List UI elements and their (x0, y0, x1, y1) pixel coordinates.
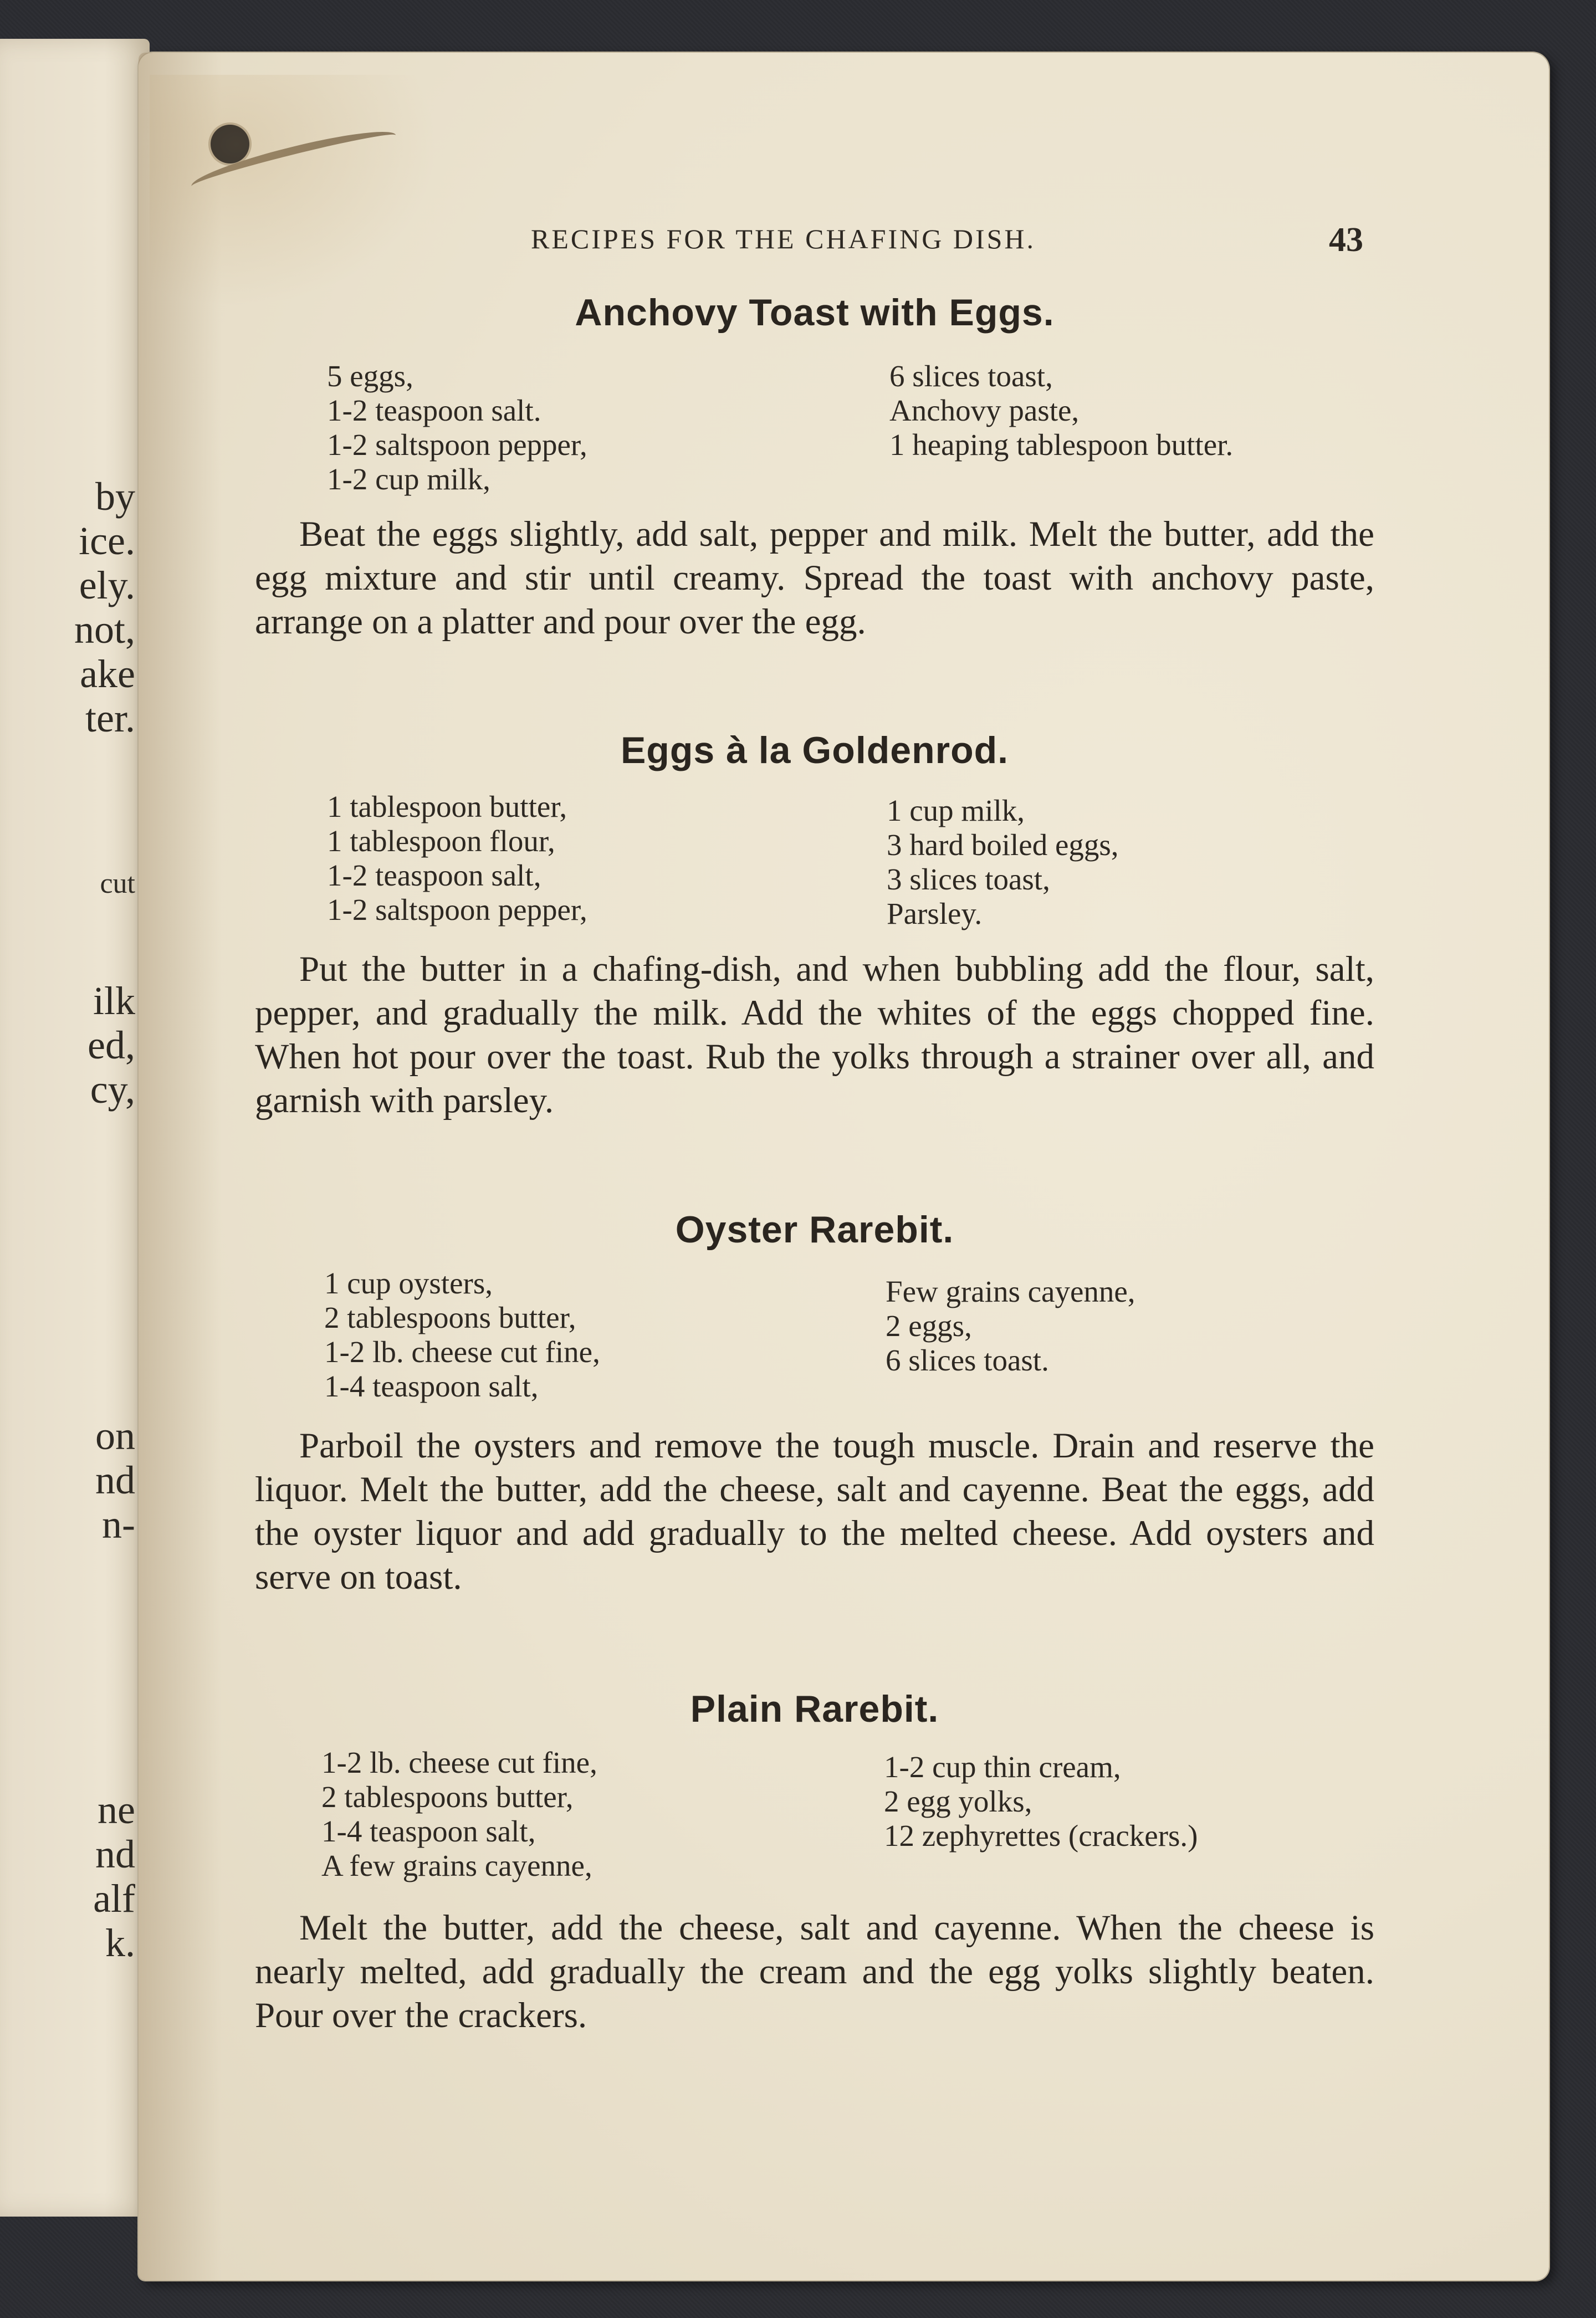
left-page-fragment: alf (93, 1876, 135, 1921)
ingredient: Parsley. (887, 897, 983, 930)
ingredient: 1-2 lb. cheese cut fine, (321, 1746, 597, 1779)
left-page-edge (0, 39, 150, 2217)
ingredient: 6 slices toast, (889, 359, 1053, 393)
ingredients-left (327, 790, 587, 927)
ingredient: 1-2 teaspoon salt. (327, 393, 541, 427)
left-page-fragment: cy, (90, 1067, 135, 1112)
left-page-fragment: k. (105, 1921, 135, 1965)
ingredient: 2 tablespoons butter, (321, 1780, 574, 1814)
ingredient: 1 tablespoon butter, (327, 790, 567, 823)
page-number: 43 (1329, 221, 1363, 259)
ingredient: 1 cup oysters, (324, 1266, 493, 1300)
ingredient: A few grains cayenne, (321, 1849, 592, 1882)
left-page-fragment: ter. (85, 696, 135, 740)
left-page-fragment: not, (74, 607, 135, 652)
ingredients-right (889, 359, 1233, 462)
ingredient: 1-4 teaspoon salt, (321, 1814, 536, 1848)
recipe-method: Beat the eggs slightly, add salt, pepper and milk. Melt the butter, add the egg mixture and stir until creamy. Spread the toast with anchovy paste, arrange on a platter and pour over the egg. (255, 514, 1374, 642)
ingredients-right (884, 1750, 1198, 1853)
ingredient: 1 cup milk, (887, 794, 1025, 827)
ingredients-left (321, 1746, 597, 1883)
left-page-fragment: on (95, 1414, 135, 1458)
ingredient: 1 tablespoon flour, (327, 824, 555, 858)
left-page-fragment: ilk (93, 979, 135, 1023)
ingredients-right (886, 1275, 1135, 1378)
ingredient: Few grains cayenne, (886, 1275, 1135, 1308)
ingredient: Anchovy paste, (889, 393, 1080, 427)
ingredient: 6 slices toast. (886, 1343, 1049, 1377)
ingredient: 1-2 lb. cheese cut fine, (324, 1335, 600, 1369)
binding-string (188, 122, 400, 199)
recipe-title: Oyster Rarebit. (675, 1209, 954, 1251)
running-head: RECIPES FOR THE CHAFING DISH. (531, 223, 1036, 254)
recipe-method: Melt the butter, add the cheese, salt and cayenne. When the cheese is nearly melted, add gradually the cream and the egg yolks slightly beaten. Pour over the crackers. (255, 1908, 1374, 2035)
ingredient: 5 eggs, (327, 359, 413, 393)
ingredient: 2 egg yolks, (884, 1784, 1032, 1818)
recipe-method: Parboil the oysters and remove the tough muscle. Drain and reserve the liquor. Melt the butter, add the cheese, salt and cayenne. Beat the eggs, add the oyster liquor and add gradually to the melted cheese. Add oysters and serve on toast. (255, 1426, 1374, 1597)
ingredient: 1-4 teaspoon salt, (324, 1369, 539, 1403)
left-page-fragment: cut (100, 868, 135, 899)
ingredient: 1-2 teaspoon salt, (327, 858, 541, 892)
ingredient: 1-2 cup thin cream, (884, 1750, 1121, 1784)
left-page-fragment: n- (102, 1502, 135, 1547)
left-page-fragment: by (95, 474, 135, 519)
ingredient: 3 hard boiled eggs, (887, 828, 1119, 862)
binding-hole (211, 125, 249, 163)
left-page-fragment: nd (95, 1832, 135, 1876)
ingredient: 1-2 cup milk, (327, 462, 490, 496)
ingredients-right (887, 794, 1119, 931)
recipe-title: Eggs à la Goldenrod. (620, 729, 1009, 771)
ingredient: 1-2 saltspoon pepper, (327, 428, 587, 462)
ingredient: 2 eggs, (886, 1309, 972, 1343)
left-page-fragment: ice. (79, 519, 135, 563)
ingredients-left (324, 1266, 600, 1404)
recipe-method: Put the butter in a chafing-dish, and when bubbling add the flour, salt, pepper, and gradually the milk. Add the whites of the eggs chopped fine. When hot pour over the toast. Rub the yolks through a strainer over all, and garnish with parsley. (255, 949, 1374, 1120)
left-page-fragment: ne (98, 1788, 135, 1832)
ingredient: 1-2 saltspoon pepper, (327, 893, 587, 927)
left-page-fragment: ed, (88, 1023, 135, 1067)
ingredient: 1 heaping tablespoon butter. (889, 428, 1234, 462)
recipe-title: Plain Rarebit. (690, 1688, 939, 1730)
left-page-fragment: ely. (79, 563, 135, 607)
ingredient: 2 tablespoons butter, (324, 1301, 576, 1334)
left-page-fragment: ake (80, 652, 135, 696)
ingredient: 12 zephyrettes (crackers.) (884, 1819, 1198, 1853)
ingredient: 3 slices toast, (887, 862, 1050, 896)
recipe-title: Anchovy Toast with Eggs. (575, 291, 1055, 334)
left-page-fragment: nd (95, 1458, 135, 1502)
ingredients-left (327, 359, 587, 497)
